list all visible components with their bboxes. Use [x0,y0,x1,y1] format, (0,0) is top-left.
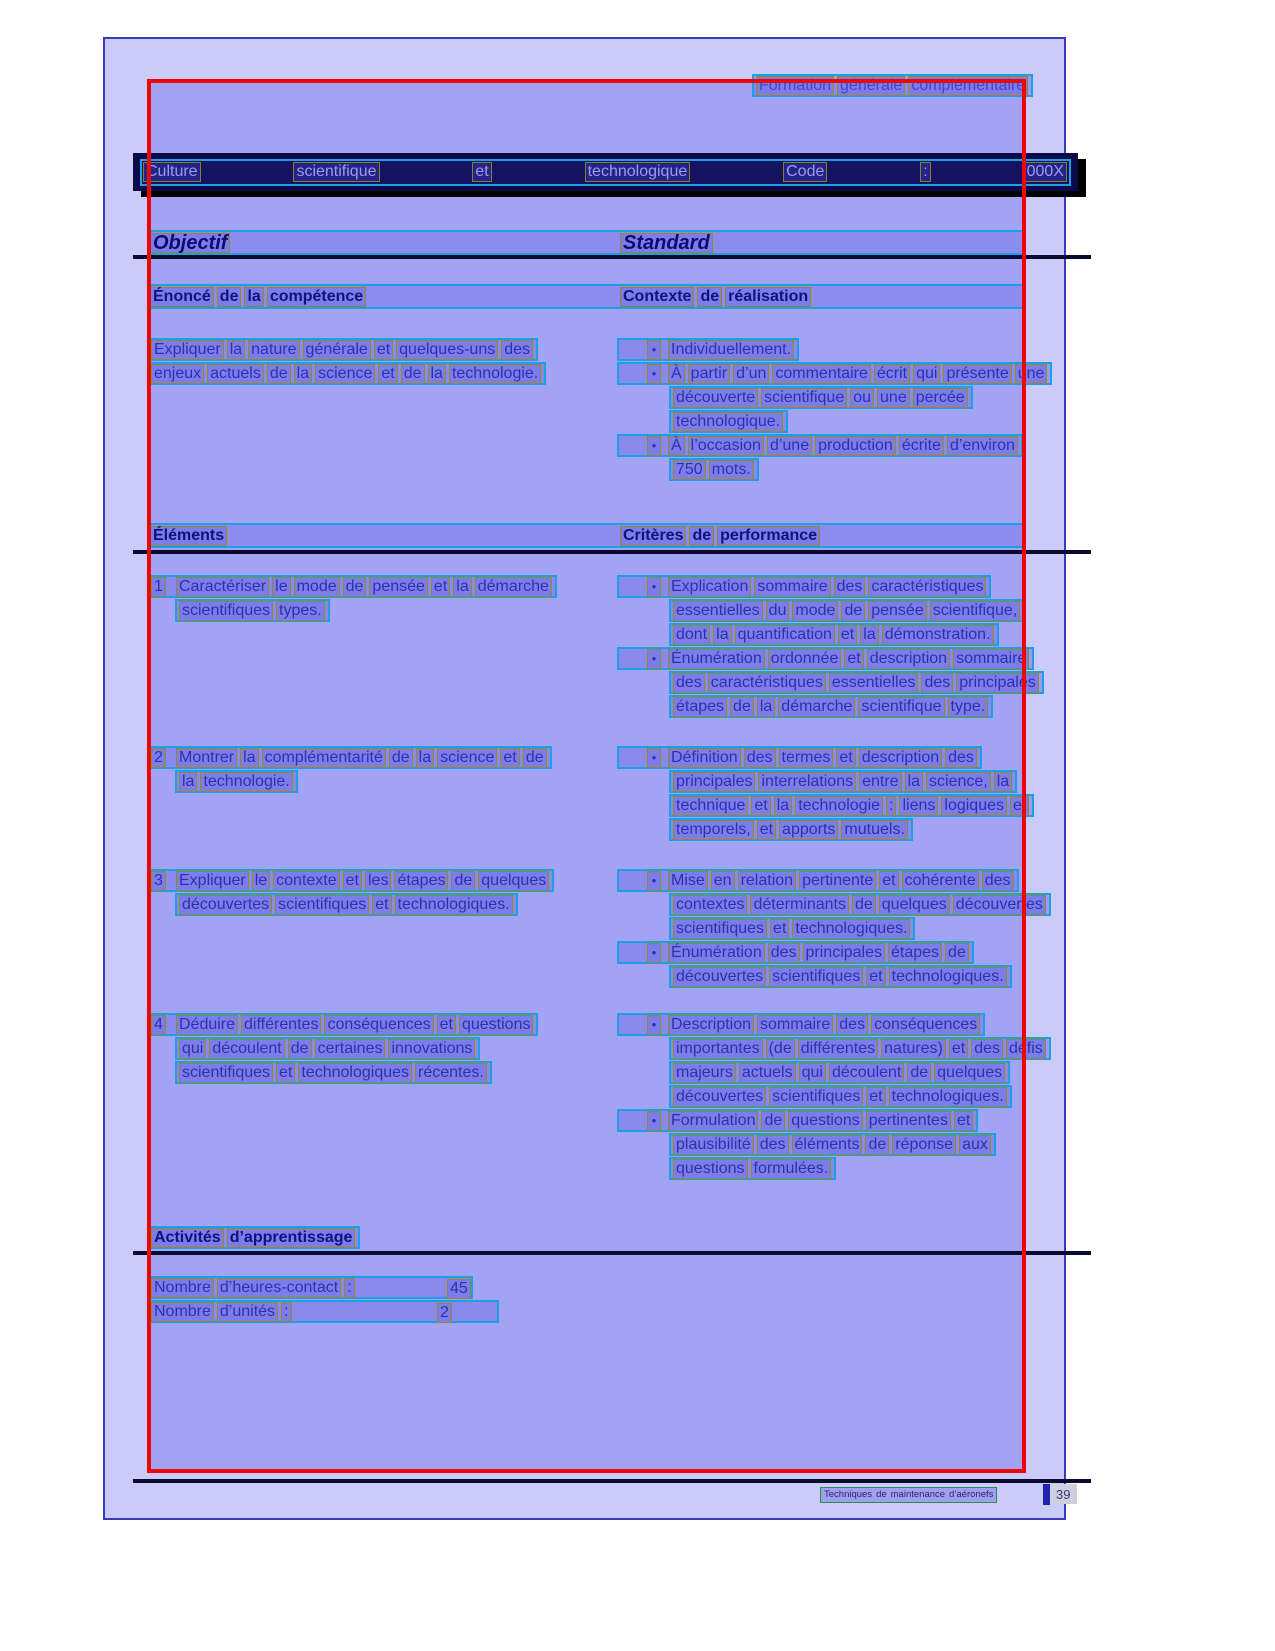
ocr-line: plausibilité des éléments de réponse aux [669,1133,996,1156]
page-number: 39 [1056,1487,1071,1502]
ocr-line: Nombre d’heures-contact : 45 [147,1276,473,1299]
item-number: 3 [151,871,166,891]
ocr-line: Techniques de maintenance d’aéronefs [820,1487,997,1503]
criteria-bullet-list [617,869,1069,989]
ocr-line: découvertes scientifiques et technologiques. [175,893,518,916]
competence-statement [147,338,619,386]
activities-heading-wrap [147,1226,619,1250]
ocr-line: découvertes scientifiques et technologiques. [669,965,1012,988]
contexte-heading: Contexte de réalisation [619,287,813,307]
ocr-line: découverte scientifique ou une percée [669,386,973,409]
bullet-icon: • [647,364,661,384]
footer-cursor-bar [1043,1484,1050,1505]
ocr-line: Éléments Critères de performance [147,523,1026,548]
ocr-line: Nombre d’unités : 2 [147,1300,499,1323]
elements-header-row [147,523,1026,548]
ocr-line: • Définition des termes et description des [617,746,982,769]
ocr-line: Activités d’apprentissage [147,1226,360,1249]
ocr-line: Culture scientifique et technologique Code : 000X [140,159,1071,186]
ocr-line: • Mise en relation pertinente et cohérente des [617,869,1019,892]
ocr-line: • Énumération des principales étapes de [617,941,974,964]
hours-value: 45 [447,1279,471,1299]
element-text [147,869,619,917]
ocr-line: • Explication sommaire des caractéristiques [617,575,991,598]
ocr-line: 2 Montrer la complémentarité de la science et de [147,746,552,769]
bullet-icon: • [647,748,661,768]
ocr-line: temporels, et apports mutuels. [669,818,913,841]
context-bullet-list [617,338,1069,482]
bullet-icon: • [647,1111,661,1131]
item-number: 4 [151,1015,166,1035]
element-text [147,1013,619,1085]
ocr-line: 1 Caractériser le mode de pensée et la démarche [147,575,557,598]
ocr-line: technique et la technologie : liens logiques et [669,794,1034,817]
ocr-line: questions formulées. [669,1157,836,1180]
ocr-line: Expliquer la nature générale et quelques-uns des [147,338,538,361]
item-number: 2 [151,748,166,768]
objectif-standard-row [147,230,1026,255]
ocr-line: essentielles du mode de pensée scientifique, [669,599,1025,622]
units-field [147,1300,499,1324]
ocr-line: contextes déterminants de quelques découvertes [669,893,1051,916]
units-value: 2 [437,1303,452,1323]
ocr-line: qui découlent de certaines innovations [175,1037,480,1060]
header-banner [752,74,1033,98]
ocr-line: • Formulation de questions pertinentes et [617,1109,978,1132]
bullet-icon: • [647,871,661,891]
ocr-line: • À l’occasion d’une production écrite d’environ [617,434,1023,457]
criteria-bullet-list [617,746,1069,842]
ocr-line: des caractéristiques essentielles des principales [669,671,1044,694]
ocr-line: • À partir d’un commentaire écrit qui présente une [617,362,1052,385]
ocr-line: • Énumération ordonnée et description sommaire [617,647,1034,670]
ocr-line: dont la quantification et la démonstration. [669,623,999,646]
standard-heading: Standard [619,233,715,253]
ocr-line: Formation générale complémentaire [752,74,1033,97]
ocr-line: Objectif Standard [147,230,1026,255]
bullet-icon: • [647,577,661,597]
ocr-line: majeurs actuels qui découlent de quelques [669,1061,1010,1084]
table-rule [133,550,1091,554]
ocr-line: technologique. [669,410,788,433]
ocr-line: importantes (de différentes natures) et des défis [669,1037,1051,1060]
ocr-line: scientifiques et technologiques récentes. [175,1061,492,1084]
footer-rule [133,1479,1091,1483]
table-rule [133,255,1091,259]
course-title-bar [133,153,1078,191]
ocr-line: scientifiques et technologiques. [669,917,915,940]
hours-contact-field [147,1276,473,1300]
criteres-heading: Critères de performance [619,526,822,546]
ocr-line: enjeux actuels de la science et de la technologie. [147,362,546,385]
ocr-line: • Individuellement. [617,338,799,361]
item-number: 1 [151,577,166,597]
bullet-icon: • [647,1015,661,1035]
ocr-line: la technologie. [175,770,298,793]
bullet-icon: • [647,943,661,963]
footer-program-name-wrap [820,1487,997,1504]
ocr-line: 750 mots. [669,458,759,481]
ocr-line: • Description sommaire des conséquences [617,1013,985,1036]
ocr-line: scientifiques types. [175,599,330,622]
bullet-icon: • [647,649,661,669]
ocr-line: 3 Expliquer le contexte et les étapes de quelques [147,869,554,892]
element-text [147,746,619,794]
element-text [147,575,619,623]
ocr-line: 4 Déduire différentes conséquences et questions [147,1013,538,1036]
criteria-bullet-list [617,575,1069,719]
bullet-icon: • [647,436,661,456]
table-rule [133,1251,1091,1255]
ocr-line: principales interrelations entre la science, la [669,770,1017,793]
ocr-line: étapes de la démarche scientifique type. [669,695,993,718]
bullet-icon: • [647,340,661,360]
competence-header-row [147,284,1026,309]
ocr-line: découvertes scientifiques et technologiques. [669,1085,1012,1108]
ocr-line: Énoncé de la compétence Contexte de réalisation [147,284,1026,309]
criteria-bullet-list [617,1013,1069,1181]
